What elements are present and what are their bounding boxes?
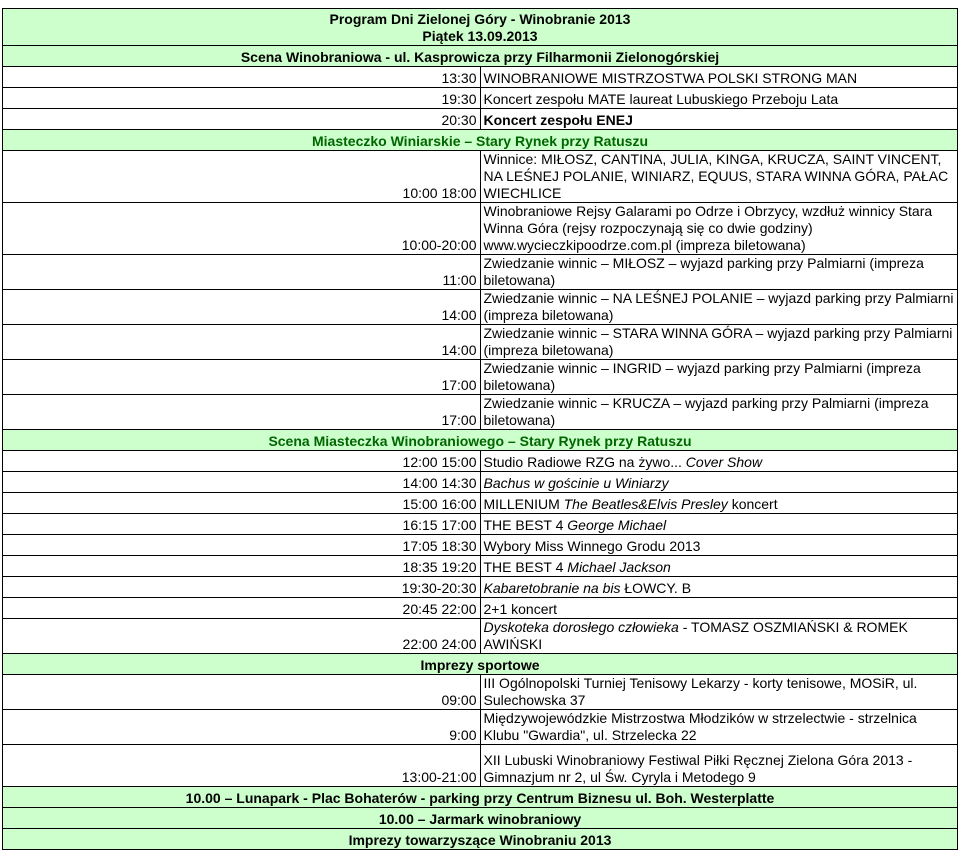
row-text: WINOBRANIOWE MISTRZOSTWA POLSKI STRONG MAN bbox=[480, 67, 958, 88]
row-text-plain: MILLENIUM bbox=[483, 496, 564, 512]
row-text bbox=[480, 514, 958, 535]
table-row bbox=[3, 109, 958, 130]
row-text: Zwiedzanie winnic – INGRID – wyjazd parking przy Palmiarni (impreza biletowana) bbox=[480, 360, 958, 395]
row-text: III Ogólnopolski Turniej Tenisowy Lekarzy - korty tenisowe, MOSiR, ul. Sulechowska 37 bbox=[480, 675, 958, 710]
program-header bbox=[3, 9, 958, 46]
row-time: 19:30 bbox=[3, 88, 481, 109]
row-text: Zwiedzanie winnic – MIŁOSZ – wyjazd parking przy Palmiarni (impreza biletowana) bbox=[480, 255, 958, 290]
table-row bbox=[3, 360, 958, 395]
row-time: 14:00 bbox=[3, 325, 481, 360]
row-text: Międzywojewódzkie Mistrzostwa Młodzików w strzelectwie - strzelnica Klubu "Gwardia", ul. Strzelecka 22 bbox=[480, 710, 958, 745]
row-text-plain: Wybory Miss Winnego Grodu 2013 bbox=[483, 538, 701, 554]
row-time: 15:00 16:00 bbox=[3, 493, 481, 514]
section-heading-scena-miasteczka: Scena Miasteczka Winobraniowego – Stary Rynek przy Ratuszu bbox=[3, 430, 958, 451]
program-title: Program Dni Zielonej Góry - Winobranie 2013 bbox=[329, 11, 631, 27]
row-time: 22:00 24:00 bbox=[3, 619, 481, 654]
table-row bbox=[3, 493, 958, 514]
table-row bbox=[3, 395, 958, 430]
row-text: XII Lubuski Winobraniowy Festiwal Piłki Ręcznej Zielona Góra 2013 - Gimnazjum nr 2, ul Św. Cyryla i Metodego 9 bbox=[480, 745, 958, 787]
table-row bbox=[3, 472, 958, 493]
row-text: Winnice: MIŁOSZ, CANTINA, JULIA, KINGA, KRUCZA, SAINT VINCENT, NA LEŚNEJ POLANIE, WINIARZ, EQUUS, STARA WINNA GÓRA, PAŁAC WIECHLICE bbox=[480, 151, 958, 203]
table-row bbox=[3, 67, 958, 88]
table-row bbox=[3, 598, 958, 619]
row-time: 18:35 19:20 bbox=[3, 556, 481, 577]
row-text bbox=[480, 472, 958, 493]
row-text: Koncert zespołu MATE laureat Lubuskiego Przeboju Lata bbox=[480, 88, 958, 109]
row-text-italic: The Beatles&Elvis Presley bbox=[563, 496, 728, 512]
section-heading-imprezy-sportowe: Imprezy sportowe bbox=[3, 654, 958, 675]
row-time: 13:30 bbox=[3, 67, 481, 88]
row-time: 14:00 14:30 bbox=[3, 472, 481, 493]
imprezy-towarzyszace-banner: Imprezy towarzyszące Winobraniu 2013 bbox=[3, 829, 958, 850]
row-time: 13:00-21:00 bbox=[3, 745, 481, 787]
row-text: Koncert zespołu ENEJ bbox=[480, 109, 958, 130]
row-text: Zwiedzanie winnic – KRUCZA – wyjazd parking przy Palmiarni (impreza biletowana) bbox=[480, 395, 958, 430]
row-text bbox=[480, 493, 958, 514]
row-text: Zwiedzanie winnic – NA LEŚNEJ POLANIE – wyjazd parking przy Palmiarni (impreza biletowana) bbox=[480, 290, 958, 325]
row-text-plain: THE BEST 4 bbox=[483, 517, 568, 533]
table-row bbox=[3, 203, 958, 255]
lunapark-banner: 10.00 – Lunapark - Plac Bohaterów - parking przy Centrum Biznesu ul. Boh. Westerplatte bbox=[3, 787, 958, 808]
row-text-italic: Cover Show bbox=[681, 454, 763, 470]
row-text bbox=[480, 556, 958, 577]
table-row bbox=[3, 577, 958, 598]
jarmark-banner: 10.00 – Jarmark winobraniowy bbox=[3, 808, 958, 829]
section-heading-scena-winobraniowa: Scena Winobraniowa - ul. Kasprowicza przy Filharmonii Zielonogórskiej bbox=[3, 46, 958, 67]
row-time: 19:30-20:30 bbox=[3, 577, 481, 598]
table-row bbox=[3, 451, 958, 472]
row-text-italic: Kabaretobranie na bis bbox=[483, 580, 621, 596]
table-row bbox=[3, 619, 958, 654]
row-text: Winobraniowe Rejsy Galarami po Odrze i Obrzycy, wzdłuż winnicy Stara Winna Góra (rejsy rozpoczynają się co dwie godziny) www.wycieczkipoodrze.com.pl (impreza biletowana) bbox=[480, 203, 958, 255]
row-text bbox=[480, 535, 958, 556]
table-row bbox=[3, 556, 958, 577]
row-time: 09:00 bbox=[3, 675, 481, 710]
table-row bbox=[3, 255, 958, 290]
row-time: 9:00 bbox=[3, 710, 481, 745]
row-time: 16:15 17:00 bbox=[3, 514, 481, 535]
row-text-plain: THE BEST 4 bbox=[483, 559, 568, 575]
row-time: 17:05 18:30 bbox=[3, 535, 481, 556]
table-row bbox=[3, 710, 958, 745]
row-text bbox=[480, 577, 958, 598]
table-row bbox=[3, 535, 958, 556]
row-text-plain: 2+1 koncert bbox=[483, 601, 558, 617]
program-table bbox=[2, 8, 958, 850]
section-heading-miasteczko-winiarskie: Miasteczko Winiarskie – Stary Rynek przy Ratuszu bbox=[3, 130, 958, 151]
program-date: Piątek 13.09.2013 bbox=[422, 28, 538, 44]
row-text-italic: George Michael bbox=[567, 517, 667, 533]
table-row bbox=[3, 151, 958, 203]
row-text-plain-2: ŁOWCY. B bbox=[620, 580, 692, 596]
table-row bbox=[3, 290, 958, 325]
row-time: 11:00 bbox=[3, 255, 481, 290]
row-time: 20:30 bbox=[3, 109, 481, 130]
row-text-plain-2: - TOMASZ OSZMIAŃSKI & ROMEK AWIŃSKI bbox=[483, 619, 908, 652]
row-text-plain-2: koncert bbox=[727, 496, 778, 512]
row-text bbox=[480, 619, 958, 654]
row-text: Zwiedzanie winnic – STARA WINNA GÓRA – wyjazd parking przy Palmiarni (impreza biletowana) bbox=[480, 325, 958, 360]
row-time: 17:00 bbox=[3, 395, 481, 430]
row-text-plain: Studio Radiowe RZG na żywo... bbox=[483, 454, 682, 470]
row-text bbox=[480, 451, 958, 472]
row-text-italic: Dyskoteka dorosłego człowieka bbox=[483, 619, 679, 635]
table-row bbox=[3, 325, 958, 360]
row-time: 10:00-20:00 bbox=[3, 203, 481, 255]
row-time: 14:00 bbox=[3, 290, 481, 325]
table-row bbox=[3, 514, 958, 535]
table-row bbox=[3, 745, 958, 787]
row-text bbox=[480, 598, 958, 619]
row-time: 12:00 15:00 bbox=[3, 451, 481, 472]
row-time: 17:00 bbox=[3, 360, 481, 395]
row-time: 10:00 18:00 bbox=[3, 151, 481, 203]
row-time: 20:45 22:00 bbox=[3, 598, 481, 619]
row-text-italic: Michael Jackson bbox=[567, 559, 671, 575]
table-row bbox=[3, 675, 958, 710]
row-text-italic: Bachus w gościnie u Winiarzy bbox=[483, 475, 669, 491]
table-row bbox=[3, 88, 958, 109]
